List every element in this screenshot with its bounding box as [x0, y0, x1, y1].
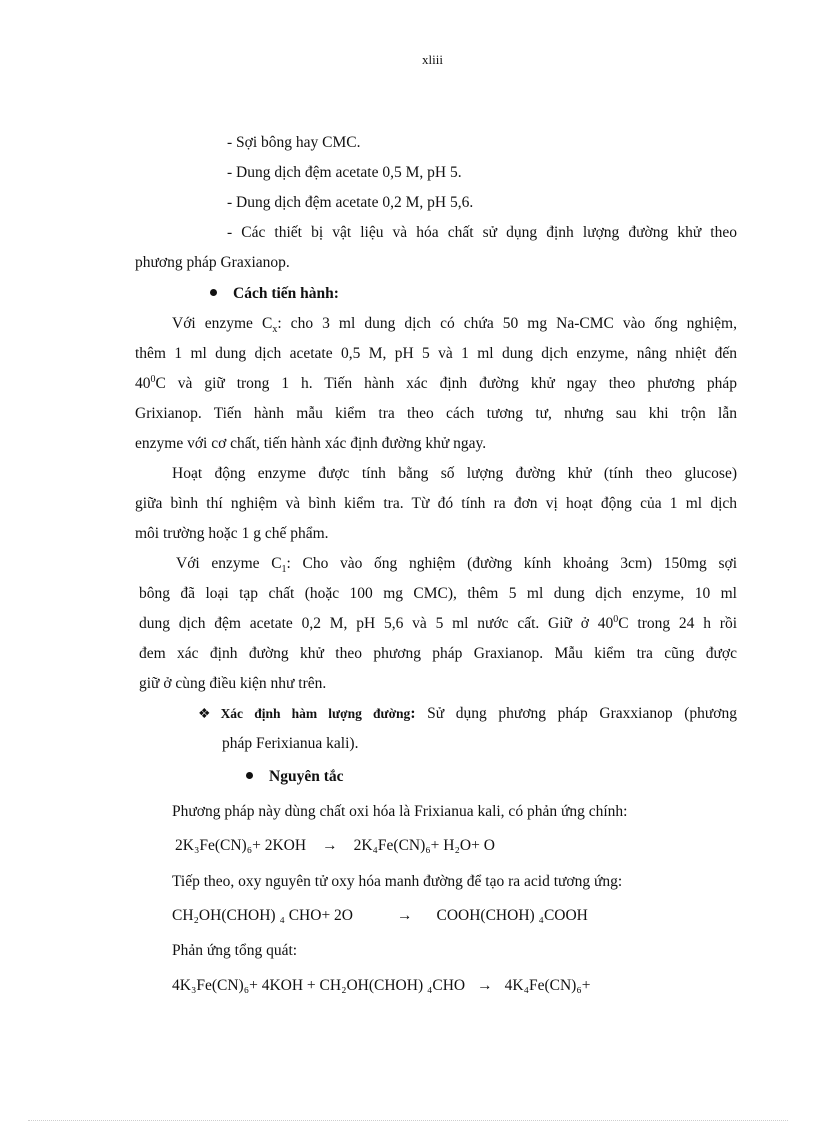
- list-item: - Sợi bông hay CMC.: [227, 134, 361, 151]
- list-item: - Dung dịch đệm acetate 0,2 M, pH 5,6.: [227, 194, 474, 211]
- bullet-icon: [210, 289, 217, 296]
- diamond-bullet-icon: ❖: [198, 707, 211, 722]
- paragraph-line: Hoạt động enzyme được tính bằng số lượng đường khử (tính theo glucose): [172, 465, 737, 482]
- sugar-section-line: pháp Ferixianua kali).: [222, 735, 359, 752]
- paragraph-line: đem xác định đường khử theo phương pháp Graxianop. Mẫu kiểm tra cũng được: [139, 645, 737, 662]
- bullet-icon: [246, 772, 253, 779]
- paragraph-line: Phương pháp này dùng chất oxi hóa là Frixianua kali, có phản ứng chính:: [172, 803, 628, 820]
- paragraph-line: thêm 1 ml dung dịch acetate 0,5 M, pH 5 và 1 ml dung dịch enzyme, nâng nhiệt đến: [135, 345, 737, 362]
- principle-heading: Nguyên tắc: [246, 767, 343, 787]
- page-number: xliii: [422, 52, 443, 67]
- list-item: - Các thiết bị vật liệu và hóa chất sử dụng định lượng đường khử theo: [227, 224, 737, 241]
- sugar-section-line: ❖ Xác định hàm lượng đường: Sử dụng phương pháp Graxxianop (phương: [198, 704, 737, 725]
- equation-2: CH₂OH(CHOH) ₄ CHO+ 2O → COOH(CHOH) ₄COOH: [172, 907, 588, 924]
- equation-3: 4K₃Fe(CN)₆+ 4KOH + CH₂OH(CHOH) ₄CHO → 4K₄Fe(CN)₆+: [172, 977, 591, 994]
- list-item: - Dung dịch đệm acetate 0,5 M, pH 5.: [227, 164, 462, 181]
- paragraph-line: Phản ứng tổng quát:: [172, 942, 298, 959]
- paragraph-line: môi trường hoặc 1 g chế phẩm.: [135, 525, 329, 542]
- paragraph-line: $40^0C$ và giữ trong 1 h. Tiến hành xác định đường khử ngay theo phương pháp: [135, 374, 737, 392]
- procedure-heading: Cách tiến hành:: [210, 284, 339, 304]
- paragraph-line: Với enzyme $C_1$: Cho vào ống nghiệm (đường kính khoảng 3cm) 150mg sợi: [176, 555, 737, 575]
- paragraph-line: Với enzyme $C_x$: cho 3 ml dung dịch có chứa 50 mg Na-CMC vào ống nghiệm,: [172, 315, 737, 335]
- paragraph-line: bông đã loại tạp chất (hoặc 100 mg CMC), thêm 5 ml dung dịch enzyme, 10 ml: [139, 585, 737, 602]
- list-item-continuation: phương pháp Graxianop.: [135, 254, 290, 271]
- page-bottom-divider: [28, 1120, 788, 1121]
- paragraph-line: giữ ở cùng điều kiện như trên.: [139, 675, 327, 692]
- paragraph-line: giữa bình thí nghiệm và bình kiểm tra. Từ đó tính ra đơn vị hoạt động của 1 ml dịch: [135, 495, 737, 512]
- paragraph-line: dung dịch đệm acetate 0,2 M, pH 5,6 và 5 ml nước cất. Giữ ở $40^0C$ trong 24 h rồi: [139, 614, 737, 632]
- paragraph-line: Tiếp theo, oxy nguyên tử oxy hóa manh đường để tạo ra acid tương ứng:: [172, 873, 623, 890]
- paragraph-line: Grixianop. Tiến hành mẫu kiểm tra theo cách tương tư, nhưng sau khi trộn lẫn: [135, 405, 737, 422]
- paragraph-line: enzyme với cơ chất, tiến hành xác định đường khử ngay.: [135, 435, 487, 452]
- equation-1: 2K₃Fe(CN)₆+ 2KOH → 2K₄Fe(CN)₆+ H₂O+ O: [175, 837, 495, 854]
